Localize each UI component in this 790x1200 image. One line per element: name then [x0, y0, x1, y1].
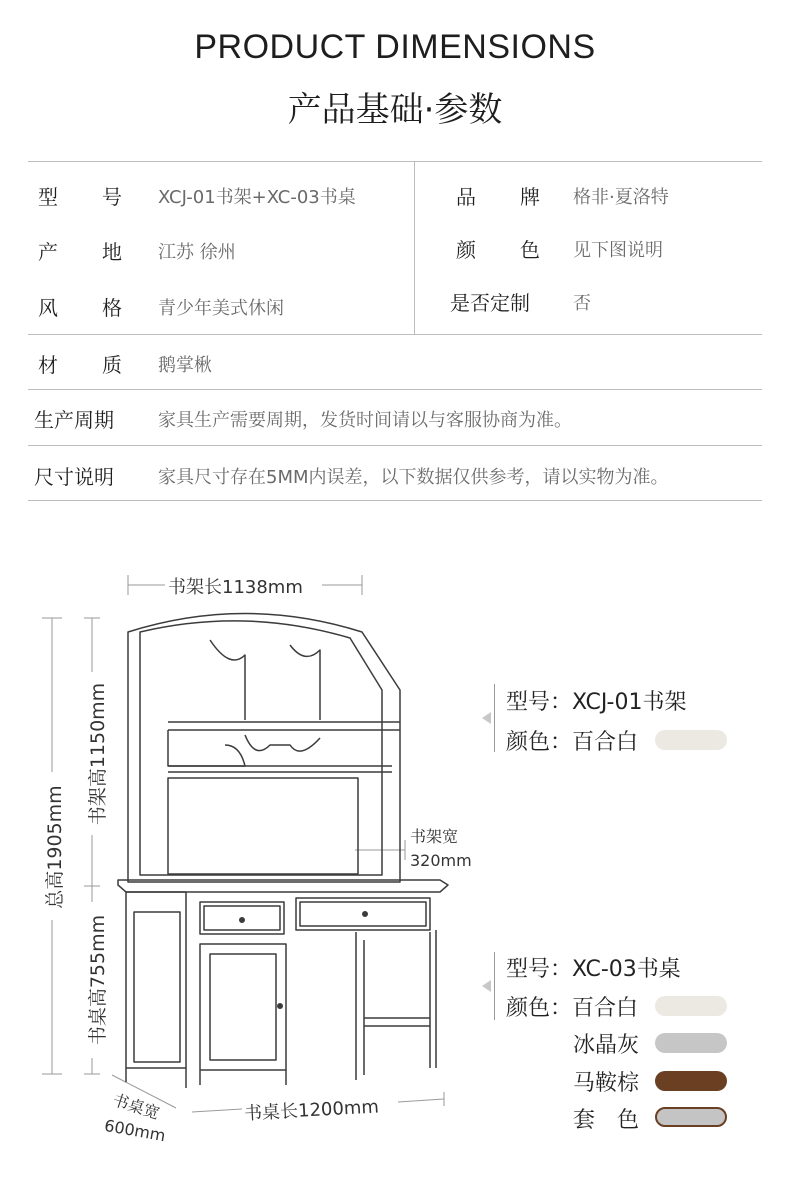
- model-value: XCJ-01书架+XC-03书桌: [158, 187, 356, 208]
- origin-label: 产地: [38, 240, 122, 264]
- shelf-length-label: 书架长1138mm: [168, 577, 303, 598]
- brand-label: 品牌: [456, 185, 540, 209]
- style-label: 风格: [38, 296, 122, 320]
- style-value: 青少年美式休闲: [158, 298, 284, 319]
- custom-label: 是否定制: [450, 291, 530, 315]
- divider: [28, 389, 762, 390]
- pointer-arrow: [482, 712, 491, 724]
- info-bar: [494, 684, 495, 752]
- desk-swatch-ice-grey: [655, 1033, 727, 1053]
- title-english: PRODUCT DIMENSIONS: [194, 28, 596, 66]
- info-bar: [494, 952, 495, 1020]
- shelf-height-label: 书架高1150mm: [87, 682, 109, 826]
- material-value: 鹅掌楸: [158, 355, 212, 376]
- title-chinese: 产品基础·参数: [287, 90, 503, 130]
- brand-value: 格非·夏洛特: [573, 187, 669, 208]
- model-label: 型号: [38, 185, 122, 209]
- size-note-value: 家具尺寸存在5MM内误差，以下数据仅供参考，请以实物为准。: [158, 467, 669, 488]
- material-label: 材质: [38, 353, 122, 377]
- desk-swatch-lily-white: [655, 996, 727, 1016]
- divider: [28, 334, 762, 335]
- color-value: 见下图说明: [573, 240, 663, 261]
- dimension-drawing: [0, 540, 790, 1200]
- desk-swatch-saddle-brown: [655, 1071, 727, 1091]
- shelf-width-label: 书架宽: [410, 827, 459, 846]
- origin-value: 江苏 徐州: [158, 242, 236, 263]
- desk-color-brown: 马鞍棕: [573, 1071, 640, 1096]
- desk-color: 颜色：百合白: [506, 996, 639, 1021]
- shelf-color: 颜色：百合白: [506, 730, 639, 755]
- desk-model: 型号：XC-03书桌: [506, 957, 681, 982]
- shelf-swatch-lily-white: [655, 730, 727, 750]
- divider: [28, 500, 762, 501]
- desk-width-value: 600mm: [102, 1115, 167, 1146]
- desk-length-label: 书桌长1200mm: [243, 1096, 380, 1125]
- custom-value: 否: [573, 293, 591, 314]
- desk-color-grey: 冰晶灰: [573, 1033, 640, 1058]
- size-note-label: 尺寸说明: [34, 465, 114, 489]
- desk-color-combo: 套色: [573, 1108, 639, 1133]
- divider: [28, 445, 762, 446]
- total-height-label: 总高1905mm: [44, 785, 66, 909]
- color-label: 颜色: [456, 238, 540, 262]
- desk-width-label: 书桌宽: [110, 1090, 162, 1123]
- column-divider: [414, 161, 415, 334]
- divider: [28, 161, 762, 162]
- cycle-value: 家具生产需要周期，发货时间请以与客服协商为准。: [158, 410, 572, 431]
- desk-swatch-two-tone: [655, 1107, 727, 1127]
- pointer-arrow: [482, 980, 491, 992]
- cycle-label: 生产周期: [34, 408, 114, 432]
- shelf-model: 型号：XCJ-01书架: [506, 690, 687, 715]
- desk-height-label: 书桌高755mm: [87, 914, 109, 1046]
- shelf-width-value: 320mm: [410, 851, 472, 870]
